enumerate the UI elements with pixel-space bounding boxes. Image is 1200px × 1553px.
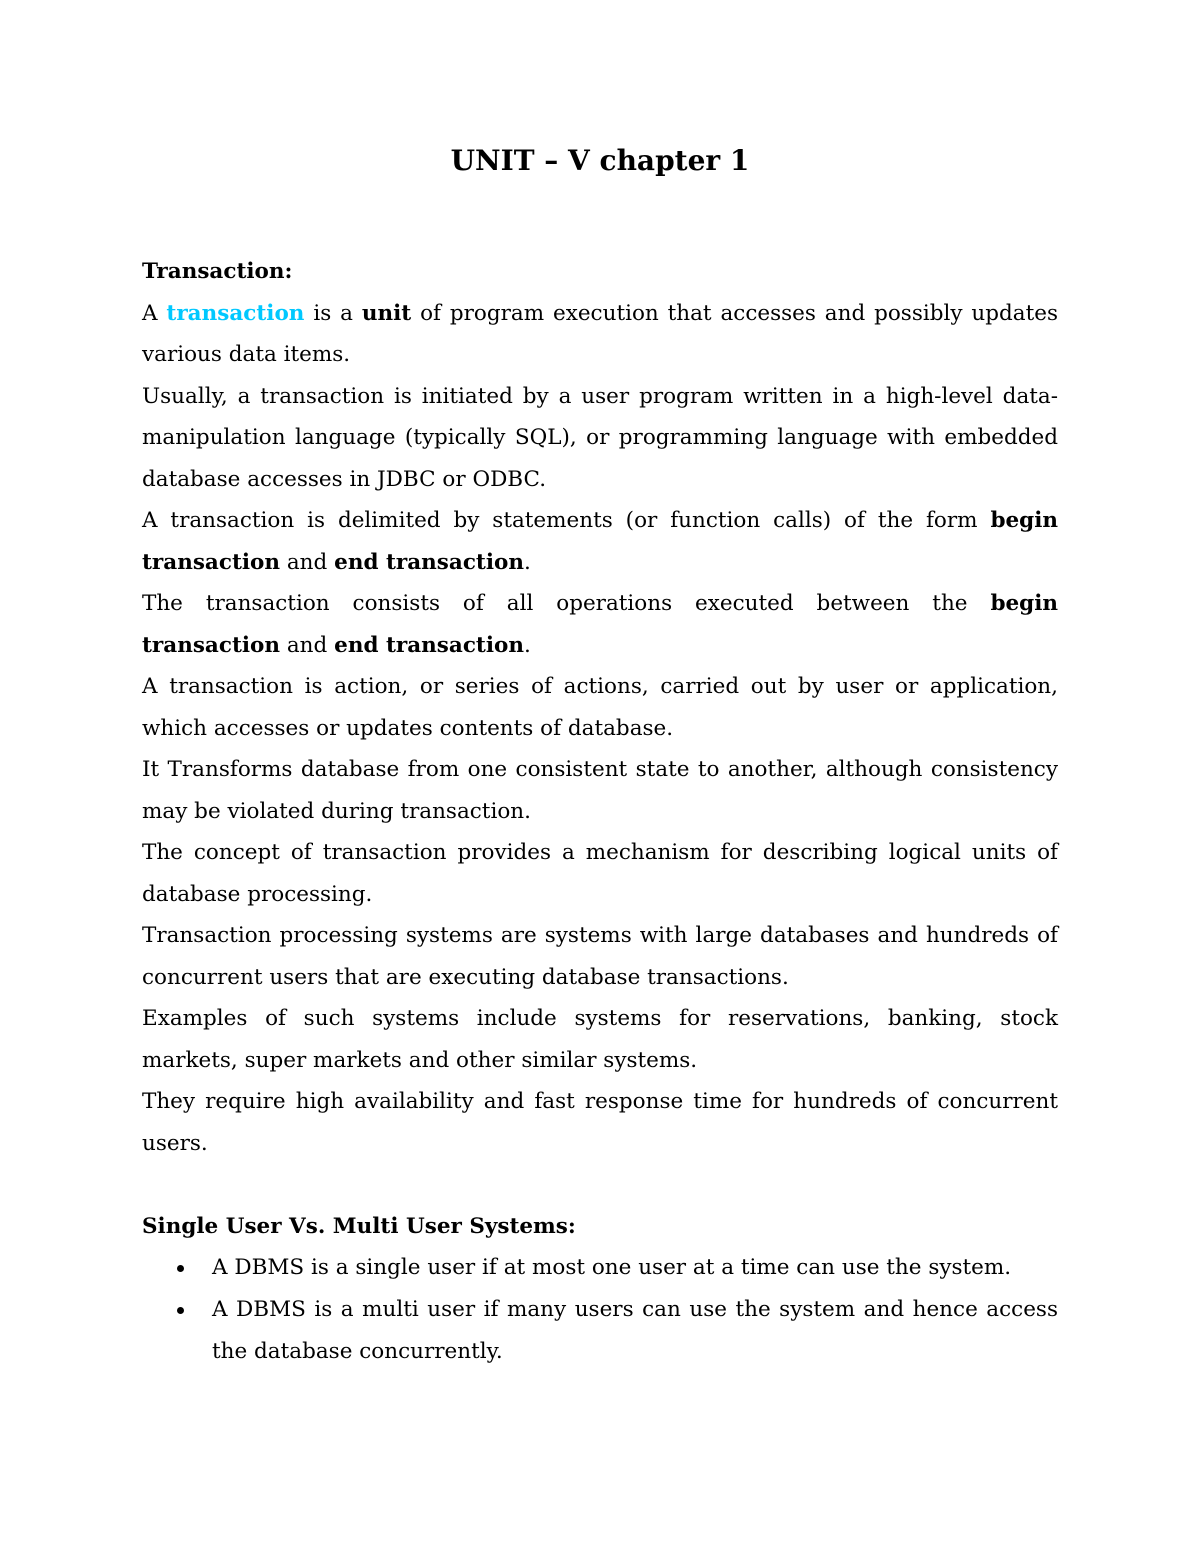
paragraph-operations: The transaction consists of all operations executed between the begin transaction and end transaction. <box>142 591 1058 658</box>
paragraph-transforms: It Transforms database from one consistent state to another, although consistency may be violated during transaction. <box>142 757 1058 824</box>
paragraph-definition: A transaction is a unit of program execution that accesses and possibly updates various data items. <box>142 300 1058 367</box>
document-body <box>142 251 1058 1373</box>
paragraph-examples: Examples of such systems include systems for reservations, banking, stock markets, super markets and other similar systems. <box>142 1006 1058 1073</box>
bold-term: unit <box>361 300 412 326</box>
paragraph-initiation: Usually, a transaction is initiated by a user program written in a high-level data-manipulation language (typically SQL), or programming language with embedded database accesses in JDBC or ODBC. <box>142 383 1058 492</box>
bold-term: begin transaction <box>142 591 1058 658</box>
paragraph-actions: A transaction is action, or series of actions, carried out by user or application, which accesses or updates contents of database. <box>142 674 1058 741</box>
list-item: A DBMS is a single user if at most one user at a time can use the system. <box>142 1247 1058 1289</box>
bullet-list <box>142 1247 1058 1373</box>
paragraph-requirements: They require high availability and fast response time for hundreds of concurrent users. <box>142 1089 1058 1156</box>
page-title: UNIT – V chapter 1 <box>450 144 750 177</box>
bold-term: end transaction <box>334 632 524 658</box>
paragraph-delimited: A transaction is delimited by statements (or function calls) of the form begin transaction and end transaction. <box>142 508 1058 575</box>
paragraph-processing-systems: Transaction processing systems are systems with large databases and hundreds of concurrent users that are executing database transactions. <box>142 923 1058 990</box>
list-item: A DBMS is a multi user if many users can use the system and hence access the database concurrently. <box>142 1289 1058 1373</box>
spacer <box>142 1164 1058 1206</box>
highlighted-term: transaction <box>166 300 305 326</box>
bold-term: begin transaction <box>142 508 1058 575</box>
section-heading-transaction: Transaction: <box>142 259 293 284</box>
section-heading-single-multi-user: Single User Vs. Multi User Systems: <box>142 1213 576 1239</box>
paragraph-concept: The concept of transaction provides a mechanism for describing logical units of database processing. <box>142 840 1058 907</box>
bold-term: end transaction <box>334 549 524 575</box>
